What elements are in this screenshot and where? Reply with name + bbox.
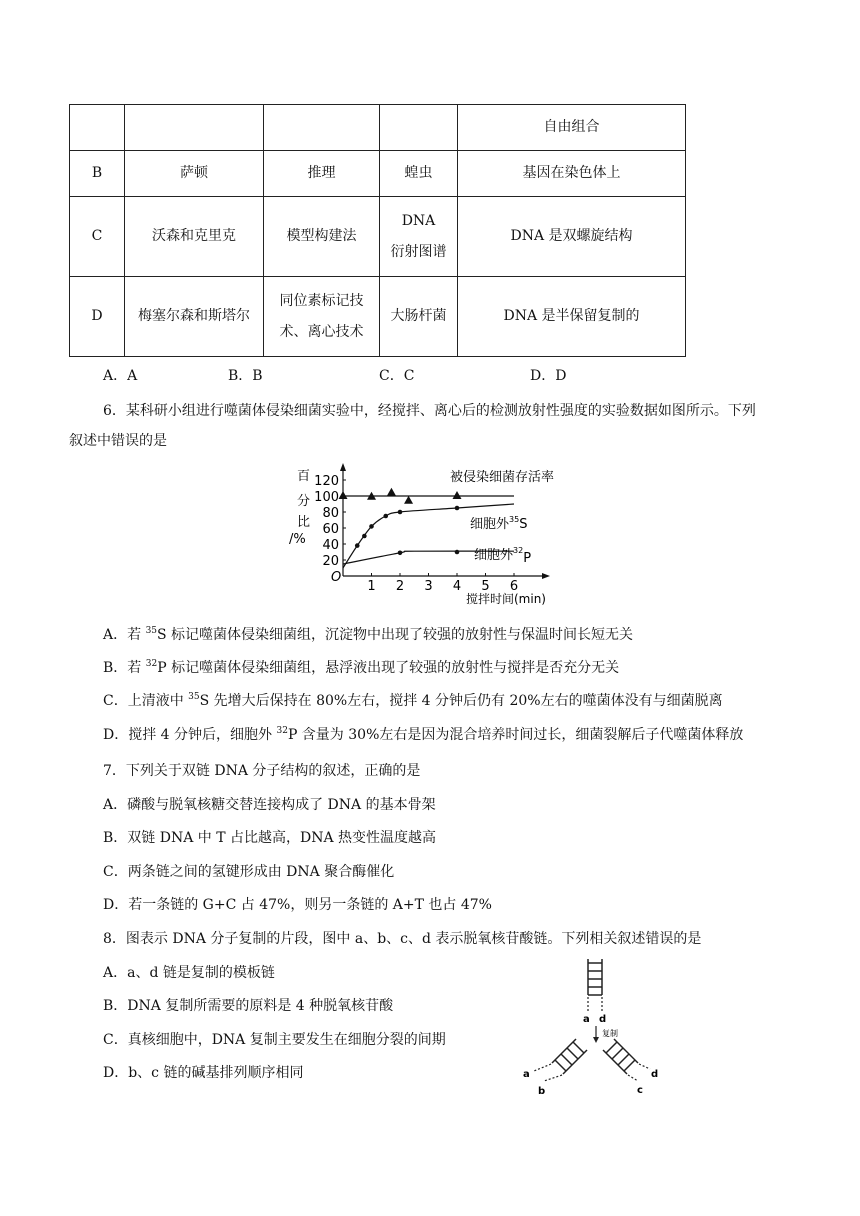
dot-point (362, 534, 367, 539)
y-axis-title-char: /% (289, 532, 306, 547)
q8-option-d: D．b、c 链的碱基排列顺序相同 (103, 1065, 304, 1081)
scientist-table (69, 104, 686, 357)
x-tick-label: 5 (481, 579, 490, 594)
right-daughter-ladder (603, 1039, 638, 1074)
q6-stem-line2: 叙述中错误的是 (69, 433, 167, 449)
q7-option-b: B．双链 DNA 中 T 占比越高，DNA 热变性温度越高 (103, 830, 437, 846)
parent-dna-ladder (588, 959, 602, 995)
table-row (70, 277, 686, 357)
x-tick-label: 6 (509, 579, 519, 594)
legend-label-32p: 细胞外$^{32}$P (474, 546, 532, 566)
table-cell: DNA 是双螺旋结构 (458, 197, 686, 277)
y-tick-label: 40 (322, 538, 339, 553)
q7-option-a: A．磷酸与脱氧核糖交替连接构成了 DNA 的基本骨架 (103, 797, 436, 813)
cell-line: 衍射图谱 (390, 243, 447, 260)
left-daughter-ladder (552, 1039, 587, 1074)
y-axis-title-char: 百 (297, 469, 311, 484)
table-cell (125, 105, 264, 151)
label-d-right: d (651, 1069, 659, 1080)
y-axis-title-char: 分 (297, 494, 311, 509)
cell-line: 术、离心技术 (279, 323, 364, 340)
right-dashed-strands (628, 1064, 650, 1081)
q7-stem: 7．下列关于双链 DNA 分子结构的叙述，正确的是 (103, 763, 421, 779)
dot-point (369, 524, 374, 529)
q6-option-d: D．搅拌 4 分钟后，细胞外 $^{32}$P 含量为 30%左右是因为混合培养时间过长，细菌裂解后子代噬菌体释放 (103, 726, 744, 743)
label-d-top: d (599, 1014, 607, 1025)
table-row (70, 105, 686, 151)
y-tick-label: 20 (322, 554, 339, 569)
q6-stem-line1: 6．某科研小组进行噬菌体侵染细菌实验中，经搅拌、离心后的检测放射性强度的实验数据如图所示。下列 (103, 403, 756, 419)
table-row (70, 151, 686, 197)
table-cell: 模型构建法 (264, 197, 380, 277)
replication-arrow-head (593, 1037, 599, 1043)
table-cell: 梅塞尔森和斯塔尔 (125, 277, 264, 357)
q7-option-c: C．两条链之间的氢键形成由 DNA 聚合酶催化 (103, 864, 395, 880)
label-a-left: a (523, 1069, 530, 1080)
cell-line: DNA (401, 212, 436, 229)
dot-point (398, 510, 403, 515)
x-axis-arrow (542, 573, 550, 579)
origin-label: O (331, 570, 342, 585)
x-tick-label: 4 (452, 579, 462, 594)
x-tick-label: 1 (367, 579, 376, 594)
table-cell: C (70, 197, 125, 277)
table-cell: D (70, 277, 125, 357)
table-cell (264, 105, 380, 151)
triangle-point (339, 491, 348, 499)
triangle-point (404, 496, 413, 504)
table-row (70, 197, 686, 277)
q5-option-b: B．B (228, 368, 263, 384)
q8-option-c: C．真核细胞中，DNA 复制主要发生在细胞分裂的间期 (103, 1032, 446, 1048)
dot-point (355, 543, 360, 548)
label-a-top: a (583, 1014, 590, 1025)
q7-option-d: D．若一条链的 G+C 占 47%，则另一条链的 A+T 也占 47% (103, 897, 492, 913)
x-axis-title: 搅拌时间(min) (466, 592, 546, 606)
x-tick-label: 3 (424, 579, 433, 594)
x-tick-label: 2 (395, 579, 405, 594)
legend-label-35s: 细胞外$^{35}$S (470, 515, 528, 532)
dot-point (455, 506, 460, 511)
q8-stem: 8．图表示 DNA 分子复制的片段，图中 a、b、c、d 表示脱氧核苷酸链。下列相关叙述错误的是 (103, 931, 702, 947)
table-cell: 沃森和克里克 (125, 197, 264, 277)
legend-label-survival: 被侵染细菌存活率 (450, 470, 555, 485)
q5-option-d: D．D (530, 368, 567, 384)
left-dashed-strands (534, 1064, 562, 1081)
parent-dashed-strands (588, 997, 602, 1011)
triangle-point (387, 488, 396, 496)
q6-option-a: A．若 $^{35}$S 标记噬菌体侵染细菌组，沉淀物中出现了较强的放射性与保温时间长短无关 (103, 626, 634, 643)
table-cell (70, 105, 125, 151)
label-b: b (538, 1086, 546, 1097)
table-cell: 推理 (264, 151, 380, 197)
table-cell: 自由组合 (458, 105, 686, 151)
table-cell: 基因在染色体上 (458, 151, 686, 197)
table-cell: 萨顿 (125, 151, 264, 197)
q8-option-b: B．DNA 复制所需要的原料是 4 种脱氧核苷酸 (103, 998, 394, 1014)
y-tick-label: 100 (314, 490, 339, 505)
y-tick-label: 120 (314, 474, 339, 489)
label-c: c (637, 1085, 643, 1096)
table-cell: 大肠杆菌 (380, 277, 458, 357)
dot-point (383, 514, 388, 519)
dot-point (398, 551, 403, 556)
y-axis-title (289, 469, 310, 547)
replication-label: 复制 (602, 1029, 618, 1038)
q6-option-b: B．若 $^{32}$P 标记噬菌体侵染细菌组，悬浮液出现了较强的放射性与搅拌是否充分无关 (103, 659, 620, 676)
table-cell: 蝗虫 (380, 151, 458, 197)
q6-option-c: C．上清液中 $^{35}$S 先增大后保持在 80%左右，搅拌 4 分钟后仍有 20%左右的噬菌体没有与细菌脱离 (103, 692, 723, 709)
q5-option-a: A．A (103, 368, 138, 384)
q6-line-chart (280, 460, 580, 610)
q8-option-a: A．a、d 链是复制的模板链 (103, 965, 275, 981)
cell-line: 同位素标记技 (279, 292, 364, 309)
q5-option-c: C．C (379, 368, 415, 384)
y-tick-label: 80 (322, 506, 339, 521)
table-cell: B (70, 151, 125, 197)
table-cell (264, 277, 380, 357)
triangle-point (453, 491, 462, 499)
dna-replication-diagram (510, 955, 680, 1105)
y-axis-title-char: 比 (297, 515, 311, 530)
table-cell (380, 105, 458, 151)
table-cell: DNA 是半保留复制的 (458, 277, 686, 357)
table-cell (380, 197, 458, 277)
dot-point (455, 550, 460, 555)
y-axis-arrow (340, 463, 346, 471)
y-tick-label: 60 (322, 522, 339, 537)
